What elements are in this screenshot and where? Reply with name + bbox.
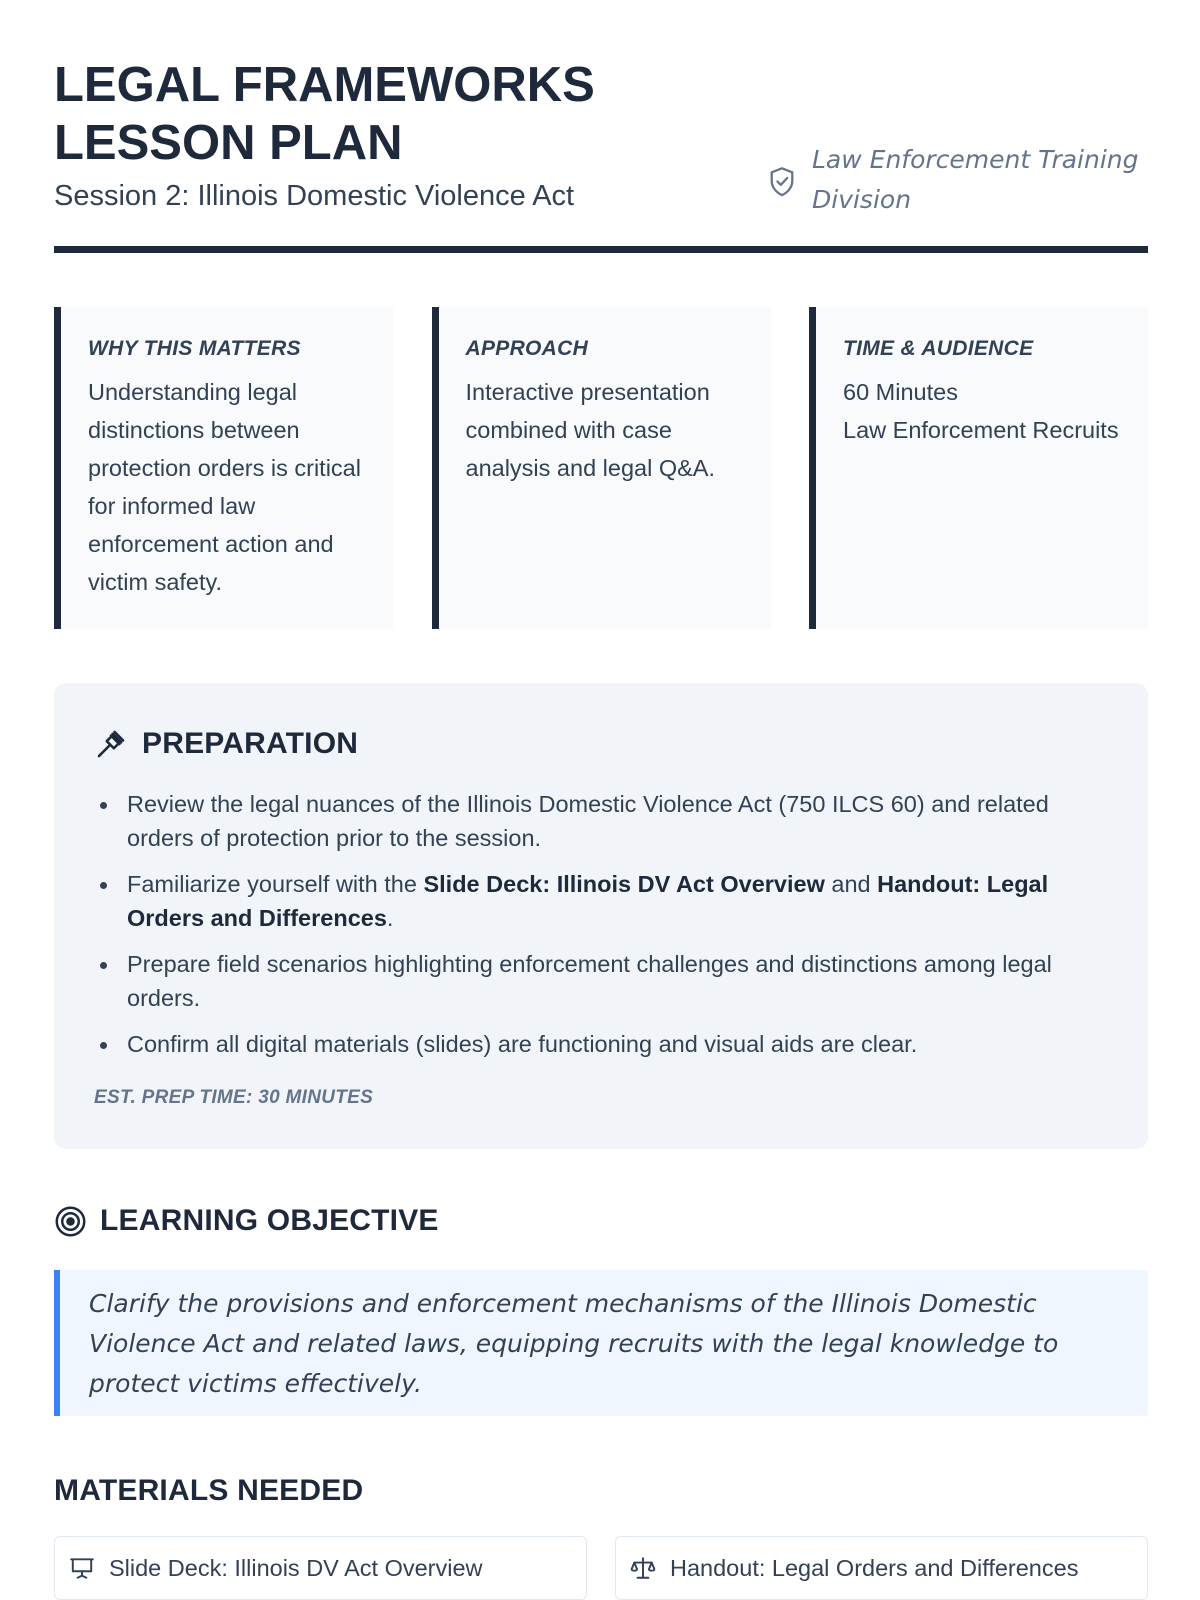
header: [54, 0, 1148, 254]
info-cards: [54, 307, 1148, 629]
card-approach: [432, 307, 771, 629]
scales-icon: [630, 1555, 656, 1581]
prep-time: EST. PREP TIME: 30 MINUTES: [94, 1087, 374, 1108]
preparation-heading: [94, 727, 358, 761]
session-subtitle: Session 2: Illinois Domestic Violence Act: [54, 180, 575, 212]
target-icon: [54, 1205, 87, 1238]
material-reference: Handout: Legal Orders and Differences: [127, 871, 1049, 931]
preparation-section: [54, 683, 1148, 1149]
audience: Law Enforcement Recruits: [843, 417, 1119, 443]
material-label: Slide Deck: Illinois DV Act Overview: [109, 1554, 483, 1581]
list-item: Prepare field scenarios highlighting enforcement challenges and distinctions among legal orders.: [94, 947, 1104, 1015]
material-item-handout: [615, 1536, 1148, 1600]
item-text: and: [824, 871, 878, 897]
preparation-list: [94, 787, 1104, 1073]
learning-objective-callout: [54, 1270, 1148, 1416]
title-line-2: LESSON PLAN: [54, 116, 403, 170]
card-label: APPROACH: [465, 337, 589, 360]
card-label: TIME & AUDIENCE: [843, 337, 1034, 360]
gavel-icon: [94, 727, 128, 761]
shield-check-icon: [768, 166, 796, 198]
card-body: Interactive presentation combined with case analysis and legal Q&A.: [465, 379, 716, 481]
division-badge: [768, 140, 1148, 220]
card-why-this-matters: [54, 307, 393, 629]
card-label: WHY THIS MATTERS: [88, 337, 301, 360]
materials-title: MATERIALS NEEDED: [54, 1474, 364, 1507]
material-reference: Slide Deck: Illinois DV Act Overview: [423, 871, 825, 897]
preparation-title: PREPARATION: [142, 727, 359, 760]
card-body: Understanding legal distinctions between protection orders is critical for informed law enforcement action and victim safety.: [88, 379, 361, 595]
item-text: .: [386, 905, 394, 931]
materials-list: [54, 1536, 1148, 1600]
list-item: [94, 867, 1104, 935]
card-time-audience: [809, 307, 1148, 629]
learning-objective-title: LEARNING OBJECTIVE: [100, 1204, 439, 1237]
list-item: Confirm all digital materials (slides) are functioning and visual aids are clear.: [94, 1027, 1104, 1061]
material-label: Handout: Legal Orders and Differences: [670, 1554, 1079, 1581]
learning-objective-text: Clarify the provisions and enforcement mechanisms of the Illinois Domestic Violence Act and related laws, equipping recruits with the legal knowledge to protect victims effectively.: [89, 1289, 1059, 1398]
presentation-icon: [69, 1555, 95, 1581]
title-line-1: LEGAL FRAMEWORKS: [54, 58, 595, 112]
list-item: Review the legal nuances of the Illinois Domestic Violence Act (750 ILCS 60) and related orders of protection prior to the session.: [94, 787, 1104, 855]
page-title: [54, 56, 694, 172]
header-divider: [54, 246, 1148, 253]
learning-objective-heading: [54, 1204, 439, 1238]
duration: 60 Minutes: [843, 379, 958, 405]
division-name: Law Enforcement Training Division: [812, 145, 1139, 214]
lesson-plan-page: [54, 0, 1148, 1581]
material-item-slide-deck: [54, 1536, 587, 1600]
item-text: Familiarize yourself with the: [127, 871, 424, 897]
